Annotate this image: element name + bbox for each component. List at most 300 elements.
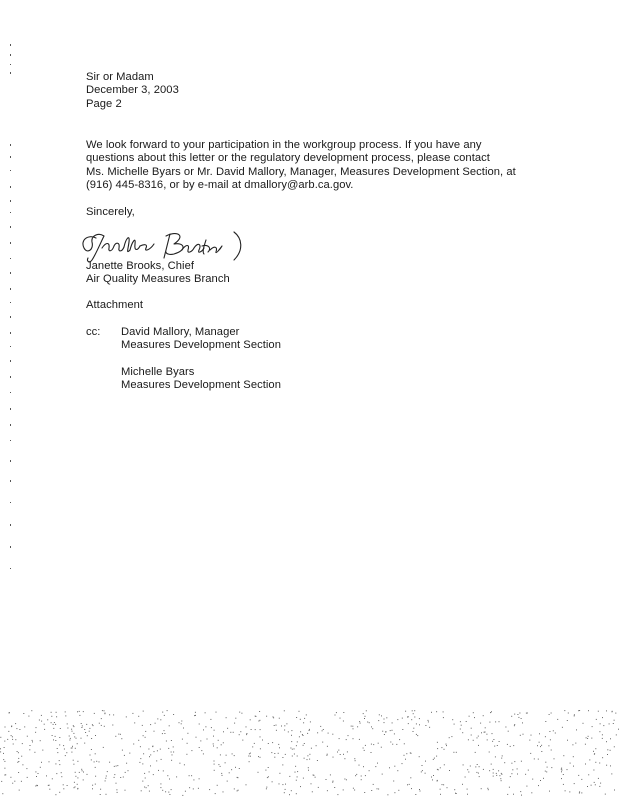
scan-speck xyxy=(252,746,253,747)
scan-speck xyxy=(274,757,275,758)
scan-speck xyxy=(73,764,74,765)
scan-speck xyxy=(351,726,352,727)
scan-speck xyxy=(508,731,509,732)
scan-speck xyxy=(272,742,273,743)
scan-speck xyxy=(300,719,301,720)
scan-speck xyxy=(414,717,415,718)
scan-speck xyxy=(227,728,228,729)
scan-speck xyxy=(246,733,247,734)
scan-speck xyxy=(278,744,279,745)
scan-speck xyxy=(186,754,187,755)
scan-speck xyxy=(83,779,84,780)
scan-speck xyxy=(113,714,114,715)
scan-speck xyxy=(18,758,19,759)
scan-speck xyxy=(203,753,204,754)
scan-speck xyxy=(499,775,500,776)
scan-speck xyxy=(75,772,76,773)
scan-speck xyxy=(129,753,130,754)
scan-speck xyxy=(259,711,260,712)
scan-speck xyxy=(72,747,73,748)
scan-speck xyxy=(36,785,37,786)
scan-speck xyxy=(449,770,450,771)
scan-speck xyxy=(330,774,331,775)
scan-speck xyxy=(486,734,487,735)
scan-speck xyxy=(527,713,528,714)
scan-speck xyxy=(481,732,482,733)
scan-speck xyxy=(609,723,610,724)
scan-speck xyxy=(268,743,269,744)
scan-speck xyxy=(520,735,521,736)
scan-speck xyxy=(366,710,367,711)
scan-speck xyxy=(74,782,75,783)
scan-speck xyxy=(250,756,251,757)
scan-speck xyxy=(353,788,354,789)
scan-speck xyxy=(307,733,308,734)
scan-speck xyxy=(143,753,144,754)
scan-speck xyxy=(222,775,223,776)
scan-speck xyxy=(606,710,607,711)
scan-speck xyxy=(241,713,242,714)
cc-recipient-name: Michelle Byars xyxy=(121,366,195,378)
scan-speck xyxy=(71,729,72,730)
scan-speck xyxy=(250,753,251,754)
scan-speck xyxy=(407,784,408,785)
scan-speck xyxy=(429,727,430,728)
scan-speck xyxy=(446,744,447,745)
scan-speck xyxy=(71,748,72,749)
scan-speck xyxy=(489,722,490,723)
scan-speck xyxy=(384,722,385,723)
scan-speck xyxy=(468,739,469,740)
scan-speck xyxy=(311,783,312,784)
scan-speck xyxy=(95,753,96,754)
scan-speck xyxy=(431,712,432,713)
scan-speck xyxy=(511,763,512,764)
scan-speck xyxy=(296,717,297,718)
scan-speck xyxy=(606,741,607,742)
scan-speck xyxy=(478,745,479,746)
scan-speck xyxy=(356,774,357,775)
scan-speck xyxy=(425,761,426,762)
scan-speck xyxy=(399,739,400,740)
scan-speck xyxy=(4,761,5,762)
scan-speck xyxy=(425,725,426,726)
scan-speck xyxy=(1,781,2,782)
scan-speck xyxy=(126,716,127,717)
scan-speck xyxy=(167,710,168,711)
scan-speck xyxy=(333,781,334,782)
scan-speck xyxy=(285,789,286,790)
scan-speck xyxy=(214,764,215,765)
scan-speck xyxy=(386,717,387,718)
scan-speck xyxy=(378,720,379,721)
scan-speck xyxy=(304,758,305,759)
scan-speck xyxy=(32,740,33,741)
scan-speck xyxy=(229,772,230,773)
scan-speck xyxy=(213,746,214,747)
scan-speck xyxy=(121,738,122,739)
scan-speck xyxy=(54,722,55,723)
scan-speck xyxy=(530,753,531,754)
scan-speck xyxy=(479,776,480,777)
scan-speck xyxy=(105,778,106,779)
scan-speck xyxy=(77,743,78,744)
scan-speck xyxy=(487,788,488,789)
scan-speck xyxy=(100,794,101,795)
scan-speck xyxy=(456,752,457,753)
scan-speck xyxy=(157,750,158,751)
scan-speck xyxy=(134,722,135,723)
scan-speck xyxy=(77,788,78,789)
scan-speck xyxy=(149,771,150,772)
scan-speck xyxy=(514,714,515,715)
scan-speck xyxy=(117,765,118,766)
scan-speck xyxy=(409,784,410,785)
scan-speck xyxy=(205,726,206,727)
scan-speck xyxy=(475,766,476,767)
scan-speck xyxy=(105,780,106,781)
scan-speck xyxy=(260,757,261,758)
scan-speck xyxy=(95,735,96,736)
scan-speck xyxy=(574,783,575,784)
scan-speck xyxy=(453,752,454,753)
scan-speck xyxy=(15,723,16,724)
scan-speck xyxy=(56,712,57,713)
scan-speck xyxy=(218,764,219,765)
scan-speck xyxy=(440,789,441,790)
scan-speck xyxy=(433,759,434,760)
scan-speck xyxy=(55,736,56,737)
scan-speck xyxy=(268,776,269,777)
scan-speck xyxy=(545,762,546,763)
scan-speck xyxy=(153,774,154,775)
scan-speck xyxy=(73,733,74,734)
scan-speck xyxy=(143,735,144,736)
scan-speck xyxy=(348,735,349,736)
scan-speck xyxy=(59,744,60,745)
scan-speck xyxy=(83,772,84,773)
scan-speck xyxy=(164,730,165,731)
scan-speck xyxy=(167,775,168,776)
scan-speck xyxy=(148,785,149,786)
scan-speck xyxy=(284,730,285,731)
scan-speck xyxy=(583,723,584,724)
scan-speck xyxy=(248,756,249,757)
scan-speck xyxy=(200,740,201,741)
scan-speck xyxy=(235,767,236,768)
scan-speck xyxy=(289,794,290,795)
body-line: We look forward to your participation in the workgroup process. If you have any xyxy=(86,139,482,151)
scan-speck xyxy=(462,732,463,733)
scan-speck xyxy=(107,771,108,772)
scan-speck xyxy=(36,727,37,728)
scan-speck xyxy=(382,731,383,732)
scan-speck xyxy=(555,733,556,734)
scan-speck xyxy=(491,764,492,765)
scan-speck xyxy=(142,725,143,726)
scan-speck xyxy=(67,785,68,786)
scan-speck xyxy=(335,715,336,716)
scan-speck xyxy=(9,713,10,714)
scan-speck xyxy=(595,762,596,763)
scan-speck xyxy=(384,734,385,735)
scan-speck xyxy=(246,726,247,727)
scan-speck xyxy=(469,716,470,717)
scan-speck xyxy=(549,791,550,792)
scan-speck xyxy=(587,786,588,787)
scan-speck xyxy=(371,744,372,745)
scan-speck xyxy=(354,758,355,759)
scan-speck xyxy=(304,743,305,744)
scan-speck xyxy=(203,729,204,730)
scan-speck xyxy=(574,714,575,715)
scan-speck xyxy=(444,749,445,750)
scan-speck xyxy=(251,729,252,730)
scan-speck xyxy=(363,748,364,749)
scan-speck xyxy=(514,761,515,762)
scan-speck xyxy=(57,752,58,753)
scan-speck xyxy=(211,727,212,728)
scan-speck xyxy=(371,752,372,753)
scan-speck xyxy=(437,742,438,743)
scan-speck xyxy=(83,711,84,712)
scan-speck xyxy=(518,717,519,718)
scan-speck xyxy=(337,752,338,753)
scan-speck xyxy=(443,784,444,785)
scan-speck xyxy=(120,734,121,735)
scan-speck xyxy=(567,769,568,770)
scan-speck xyxy=(377,763,378,764)
scan-speck xyxy=(171,740,172,741)
scan-speck xyxy=(260,729,261,730)
scan-speck xyxy=(575,743,576,744)
scan-speck xyxy=(538,759,539,760)
scan-speck xyxy=(344,758,345,759)
scan-speck xyxy=(164,733,165,734)
scan-speck xyxy=(594,753,595,754)
scan-speck xyxy=(189,775,190,776)
scan-speck xyxy=(189,787,190,788)
scan-speck xyxy=(565,790,566,791)
scan-speck xyxy=(434,758,435,759)
scan-speck xyxy=(51,716,52,717)
scan-speck xyxy=(64,749,65,750)
scan-speck xyxy=(142,781,143,782)
scan-speck xyxy=(168,748,169,749)
scan-speck xyxy=(404,755,405,756)
scan-speck xyxy=(35,771,36,772)
scan-speck xyxy=(432,779,433,780)
scan-speck xyxy=(181,721,182,722)
scan-speck xyxy=(120,777,121,778)
scan-speck xyxy=(411,753,412,754)
scan-speck xyxy=(154,751,155,752)
scan-speck xyxy=(52,735,53,736)
scan-speck xyxy=(510,776,511,777)
scan-speck xyxy=(419,718,420,719)
scan-speck xyxy=(57,748,58,749)
scan-speck xyxy=(387,794,388,795)
scan-speck xyxy=(15,739,16,740)
scan-speck xyxy=(4,768,5,769)
scan-speck xyxy=(19,729,20,730)
scan-speck xyxy=(26,768,27,769)
scan-speck xyxy=(393,781,394,782)
scan-speck xyxy=(232,753,233,754)
scan-speck xyxy=(415,794,416,795)
scan-speck xyxy=(171,760,172,761)
scan-speck xyxy=(549,731,550,732)
scan-speck xyxy=(499,741,500,742)
scan-speck xyxy=(296,745,297,746)
scan-speck xyxy=(291,741,292,742)
scan-speck xyxy=(394,766,395,767)
scan-speck xyxy=(398,790,399,791)
scan-speck xyxy=(428,720,429,721)
scan-speck xyxy=(79,711,80,712)
scan-speck xyxy=(473,712,474,713)
scan-speck xyxy=(39,720,40,721)
scan-speck xyxy=(300,786,301,787)
scan-speck xyxy=(3,759,4,760)
scan-speck xyxy=(17,751,18,752)
scan-speck xyxy=(521,718,522,719)
scan-speck xyxy=(543,778,544,779)
scan-speck xyxy=(492,741,493,742)
scan-speck xyxy=(291,735,292,736)
scan-speck xyxy=(476,772,477,773)
scan-speck xyxy=(56,773,57,774)
scan-speck xyxy=(258,756,259,757)
scan-speck xyxy=(171,752,172,753)
scan-speck xyxy=(599,763,600,764)
scan-speck xyxy=(437,780,438,781)
scan-speck xyxy=(479,766,480,767)
scan-speck xyxy=(93,725,94,726)
scan-speck xyxy=(444,764,445,765)
scan-speck xyxy=(289,776,290,777)
scan-speck xyxy=(511,773,512,774)
scan-speck xyxy=(545,721,546,722)
scan-speck xyxy=(262,740,263,741)
scan-speck xyxy=(525,774,526,775)
scan-speck xyxy=(154,731,155,732)
scan-speck xyxy=(199,724,200,725)
scan-speck xyxy=(474,717,475,718)
scan-speck xyxy=(428,721,429,722)
scan-speck xyxy=(164,715,165,716)
scan-speck xyxy=(133,744,134,745)
scan-speck xyxy=(92,788,93,789)
scan-speck xyxy=(273,717,274,718)
scan-speck xyxy=(546,771,547,772)
body-line: questions about this letter or the regulatory development process, please contact xyxy=(86,152,490,165)
scan-speck xyxy=(35,786,36,787)
scan-speck xyxy=(59,764,60,765)
scan-speck xyxy=(79,772,80,773)
scan-speck xyxy=(455,793,456,794)
scan-speck xyxy=(614,790,615,791)
scan-speck xyxy=(182,795,183,796)
scan-speck xyxy=(587,738,588,739)
scan-speck xyxy=(162,790,163,791)
scan-speck xyxy=(81,769,82,770)
scan-speck xyxy=(271,752,272,753)
scan-speck xyxy=(55,724,56,725)
scan-speck xyxy=(606,765,607,766)
scan-speck xyxy=(226,717,227,718)
scan-speck xyxy=(477,737,478,738)
scan-speck xyxy=(326,779,327,780)
scan-speck xyxy=(539,733,540,734)
scan-speck xyxy=(169,794,170,795)
scan-speck xyxy=(7,739,8,740)
scan-speck xyxy=(462,784,463,785)
scan-speck xyxy=(460,721,461,722)
scan-speck xyxy=(613,723,614,724)
scan-speck xyxy=(327,790,328,791)
scan-speck xyxy=(485,727,486,728)
scan-speck xyxy=(309,759,310,760)
scan-speck xyxy=(353,738,354,739)
closing-salutation: Sincerely, xyxy=(86,206,135,218)
scan-speck xyxy=(103,747,104,748)
scan-speck xyxy=(598,711,599,712)
scan-speck xyxy=(308,767,309,768)
scan-speck xyxy=(82,770,83,771)
scan-speck xyxy=(239,768,240,769)
scan-speck xyxy=(123,777,124,778)
scan-speck xyxy=(385,732,386,733)
scan-speck xyxy=(59,760,60,761)
scan-speck xyxy=(343,712,344,713)
scan-speck xyxy=(303,735,304,736)
scan-speck xyxy=(585,744,586,745)
scan-speck xyxy=(495,721,496,722)
scan-speck xyxy=(381,747,382,748)
scan-speck xyxy=(354,790,355,791)
scan-speck xyxy=(173,714,174,715)
scan-speck xyxy=(85,732,86,733)
scan-speck xyxy=(532,779,533,780)
scan-speck xyxy=(41,721,42,722)
scan-speck xyxy=(564,710,565,711)
scan-speck xyxy=(365,716,366,717)
scan-speck xyxy=(465,777,466,778)
scan-speck xyxy=(355,760,356,761)
scan-speck xyxy=(411,719,412,720)
scan-speck xyxy=(156,760,157,761)
scan-speck xyxy=(607,754,608,755)
scan-speck xyxy=(493,773,494,774)
scan-speck xyxy=(210,719,211,720)
scan-speck xyxy=(493,739,494,740)
scan-speck xyxy=(359,765,360,766)
scan-speck xyxy=(487,739,488,740)
body-line: Ms. Michelle Byars or Mr. David Mallory, Manager, Measures Development Section, at xyxy=(86,165,516,178)
scan-speck xyxy=(297,776,298,777)
scan-speck xyxy=(71,752,72,753)
scan-speck xyxy=(165,791,166,792)
scan-speck xyxy=(150,754,151,755)
scan-speck xyxy=(392,730,393,731)
scan-speck xyxy=(285,754,286,755)
scan-speck xyxy=(313,775,314,776)
scan-speck xyxy=(95,776,96,777)
scan-speck xyxy=(77,777,78,778)
scan-speck xyxy=(291,790,292,791)
scan-speck xyxy=(303,745,304,746)
